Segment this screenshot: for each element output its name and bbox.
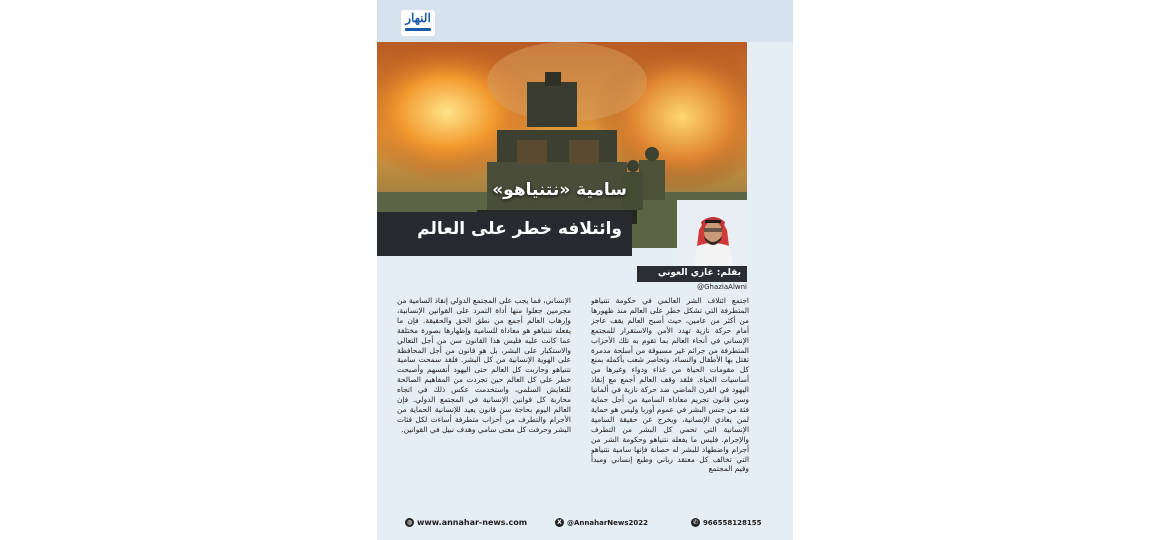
footer-whatsapp[interactable]: [691, 518, 761, 527]
author-handle[interactable]: @GhaziaAlwni: [697, 283, 747, 291]
whatsapp-icon: ✆: [692, 519, 699, 526]
headline-banner: [377, 212, 632, 256]
page-header: [377, 0, 793, 42]
logo-text: النهار: [405, 11, 431, 25]
whatsapp-number: 966558128155: [703, 518, 762, 527]
footer-twitter[interactable]: [555, 518, 648, 527]
x-logo-icon: X: [555, 518, 564, 527]
footer-website[interactable]: [405, 518, 527, 527]
newspaper-logo[interactable]: [401, 10, 435, 36]
newspaper-page: [377, 0, 793, 540]
website-text: www.annahar-news.com: [417, 518, 528, 527]
article-column-right: اجتمع ائتلاف الشر العالمي في حكومة نتنياهو المتطرفة التي تشكل خطر على العالم منذ ظهورها من أكثر من عامين، حيث أصبح العالم يقف عاجز أمام حركة نازية تهدد الأمن والاستقرار للمجتمع الإنساني في أنحاء العالم بما تقوم به تلك الأحزاب المتطرفة من جرائم غير مسبوقة من أسلحة مدمرة تقتل بها الأطفال والنساء، وتحاصر شعب بأكمله بمنع كل مقومات الحياة من غذاء ودواء وغيرها من أساسيات الحياة. فلقد وقف العالم أجمع مع إنقاذ اليهود في القرن الماضي ضد حركة نازية في ألمانيا وسن قانون تجريم معاداة السامية من أجل حماية فئة من جنس البشر في عموم أوربا وليس هو حماية لمن يعادي الإنسانية، ويخرج عن حقيقة السامية الإنسانية التي تحمي كل البشر من التطرف والإجرام. فليس ما يفعله نتنياهو وحكومة الشر من أجرام واضطهاد للبشر له حصانة فإنها سامية نتنياهو التي تخالف كل معتقد رباني وطبع إنساني ومبدأ وقيم المجتمع: [591, 296, 749, 474]
headline-line-2: وائتلافه خطر على العالم: [417, 219, 622, 239]
article-column-left: الإنساني، فما يجب على المجتمع الدولي إنقاذ السامية من مجرمين جعلوا منها أداة التمرد على القوانين الإنسانية، وإرهاب العالم أجمع من نطق الحق والحقيقة. فإن ما يفعله نتنياهو هو معاداة للسامية وإظهارها بصورة مختلفة عما كانت عليه فليس هذا القانون سن من أجل التعالي والاستكبار على البشر، بل هو قانون من أجل المحافظة على الهوية الإنسانية من كل البشر. فلقد سمحت سامية نتنياهو وحاربت كل العالم حتى اليهود أنفسهم وأصبحت خطر على كل العالم حين تجردت من المفاهيم الصالحة للتعايش السلمي، واستخدمت عكس ذلك في اتجاه محاربة كل قوانين الإنسانية في المجتمع الدولي. فإن العالم اليوم بحاجة سن قانون يعيد للإنسانية الحماية من الأجرام والتطرف من أحزاب متطرفة أساءت لكل فئات البشر وحرفت كل معنى سامي وهدف نبيل في القوانين.: [397, 296, 571, 434]
author-byline: بقلم: غازي العوني: [637, 266, 747, 282]
logo-underline: [405, 28, 431, 31]
author-photo: [677, 200, 749, 268]
twitter-handle: @AnnaharNews2022: [567, 518, 648, 527]
headline-line-1: سامية «نتنياهو»: [492, 180, 627, 200]
page-footer: [377, 514, 793, 534]
globe-icon: ◍: [406, 519, 413, 526]
author-portrait-image: [677, 200, 749, 268]
